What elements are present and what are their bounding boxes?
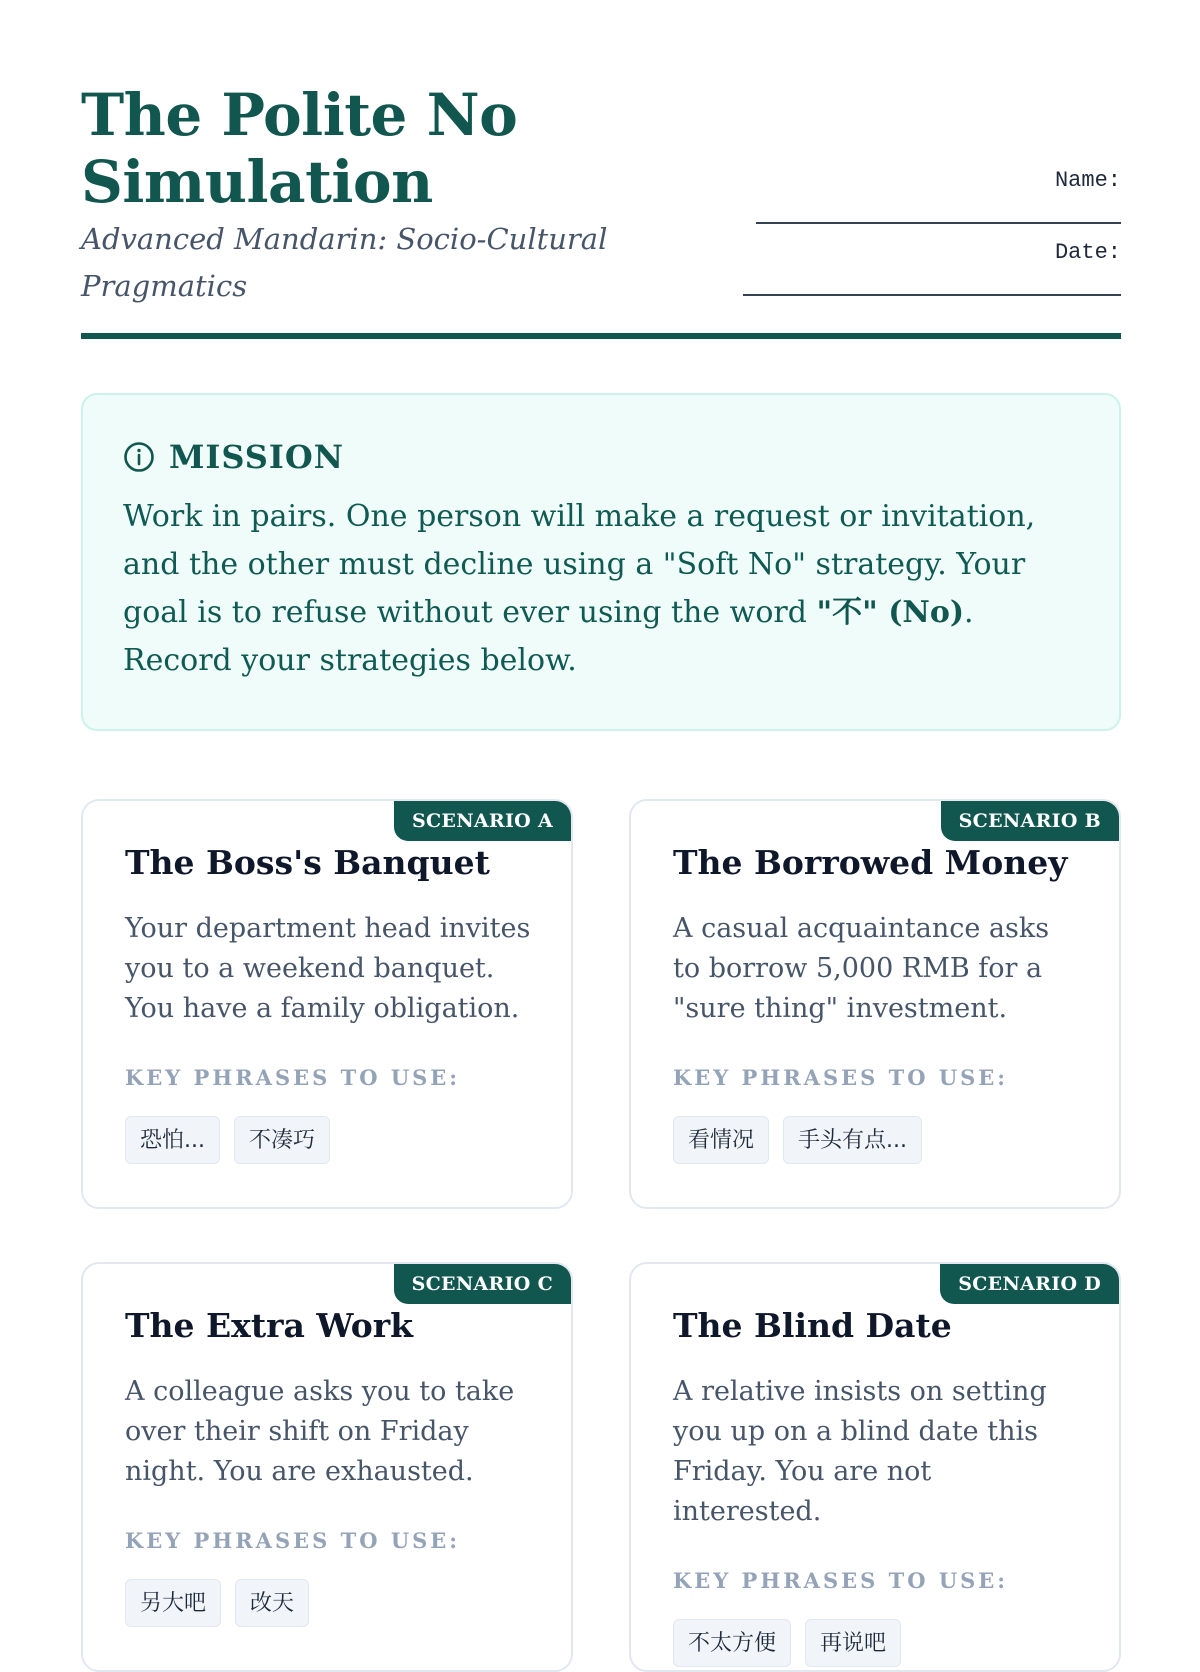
name-line <box>756 222 1121 224</box>
mission-title: MISSION <box>169 438 344 476</box>
mission-text-start: Work in pairs. One person will make a request or invitation, and the other must decline using a "Soft No" strategy. Your goal is to refuse without ever using the word <box>123 499 1036 630</box>
mission-text-end: . Record your strategies below. <box>123 595 974 678</box>
header-divider <box>81 333 1121 339</box>
date-label: Date: <box>1054 240 1121 265</box>
scenario-badge: SCENARIO D <box>940 1264 1119 1304</box>
phrase-chip: 恐怕... <box>125 1116 220 1164</box>
scenario-description: A relative insists on setting you up on a blind date this Friday. You are not interested. <box>673 1376 1047 1527</box>
key-phrases-label: KEY PHRASES TO USE: <box>125 1065 461 1090</box>
key-phrases-label: KEY PHRASES TO USE: <box>125 1528 461 1553</box>
date-line <box>743 294 1121 296</box>
mission-text <box>123 493 1079 685</box>
scenario-description: A casual acquaintance asks to borrow 5,000 RMB for a "sure thing" investment. <box>673 913 1050 1024</box>
phrase-chips <box>673 1619 1079 1667</box>
phrase-chip: 手头有点... <box>783 1116 922 1164</box>
phrase-chip: 再说吧 <box>805 1619 901 1667</box>
page-subtitle: Advanced Mandarin: Socio-Cultural Pragmatics <box>81 222 608 303</box>
page-title-line-2: Simulation <box>81 148 433 216</box>
name-label: Name: <box>1054 168 1121 193</box>
date-field[interactable] <box>741 238 1121 310</box>
scenario-card-b <box>629 799 1121 1209</box>
page-title-line-1: The Polite No <box>81 81 518 149</box>
phrase-chip: 改天 <box>235 1579 309 1627</box>
phrase-chip: 不太方便 <box>673 1619 791 1667</box>
phrase-chip: 另大吧 <box>125 1579 221 1627</box>
scenario-description: A colleague asks you to take over their shift on Friday night. You are exhausted. <box>125 1376 515 1487</box>
worksheet-header <box>81 0 1121 340</box>
scenario-badge: SCENARIO B <box>941 801 1119 841</box>
scenario-card-c <box>81 1262 573 1672</box>
student-fields <box>741 166 1121 310</box>
name-field[interactable] <box>741 166 1121 238</box>
worksheet-page <box>81 0 1121 1656</box>
scenario-badge: SCENARIO C <box>394 1264 571 1304</box>
scenario-title: The Boss's Banquet <box>125 843 490 882</box>
phrase-chip: 看情况 <box>673 1116 769 1164</box>
scenario-title: The Blind Date <box>673 1306 952 1345</box>
phrase-chip: 不凑巧 <box>234 1116 330 1164</box>
phrase-chips <box>673 1116 1079 1164</box>
scenario-title: The Borrowed Money <box>673 843 1068 882</box>
page-title <box>81 82 517 216</box>
scenario-badge: SCENARIO A <box>394 801 571 841</box>
phrase-chips <box>125 1116 531 1164</box>
mission-text-emphasis: "不" (No) <box>816 595 965 630</box>
scenario-card-a <box>81 799 573 1209</box>
scenario-description: Your department head invites you to a weekend banquet. You have a family obligation. <box>125 913 531 1024</box>
scenario-card-d <box>629 1262 1121 1672</box>
phrase-chips <box>125 1579 531 1627</box>
mission-header <box>123 435 1079 479</box>
mission-box <box>81 393 1121 731</box>
key-phrases-label: KEY PHRASES TO USE: <box>673 1568 1009 1593</box>
scenario-title: The Extra Work <box>125 1306 413 1345</box>
info-circle-icon <box>123 441 155 473</box>
key-phrases-label: KEY PHRASES TO USE: <box>673 1065 1009 1090</box>
